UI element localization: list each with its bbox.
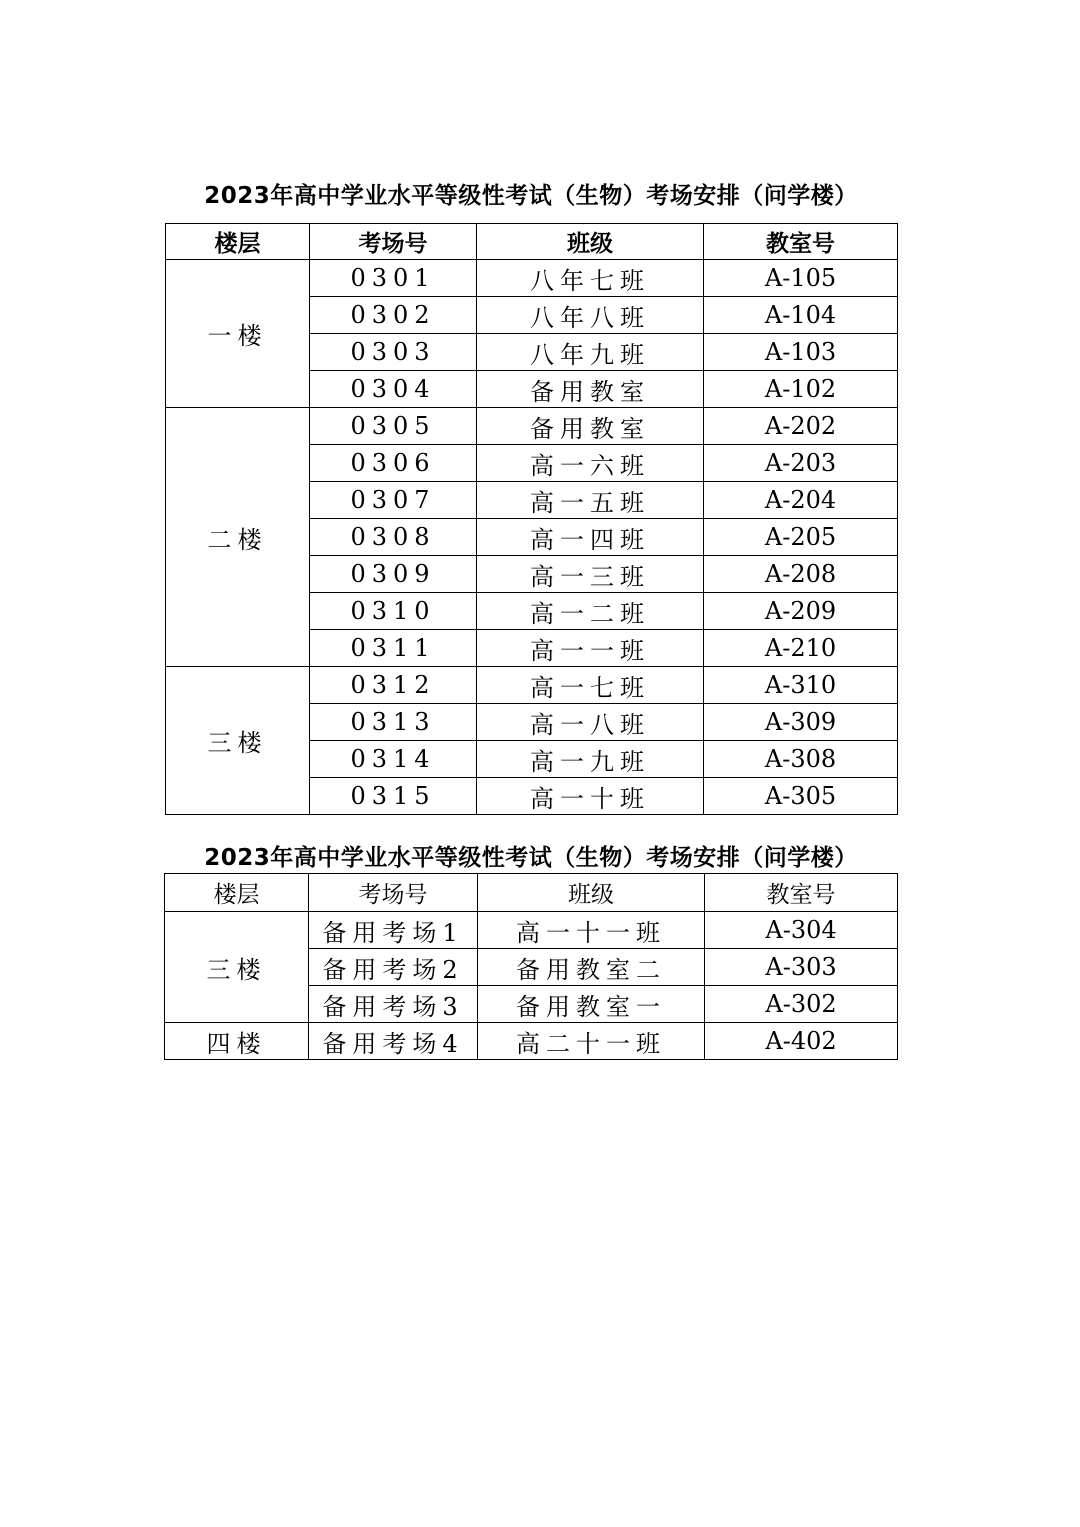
class-cell: 高一九班 (477, 741, 704, 778)
floor-cell: 四楼 (165, 1023, 309, 1060)
classroom-cell: A-302 (705, 986, 898, 1023)
exam-room-table-spare (164, 873, 898, 1060)
table-row (165, 912, 898, 949)
exam-room-table-main (165, 223, 898, 815)
room-number-cell: 0310 (310, 593, 477, 630)
class-cell: 高一七班 (477, 667, 704, 704)
classroom-cell: A-205 (704, 519, 898, 556)
class-cell: 高一十一班 (478, 912, 705, 949)
floor-cell: 二楼 (166, 408, 310, 667)
room-number-cell: 备用考场3 (309, 986, 478, 1023)
class-cell: 八年七班 (477, 260, 704, 297)
room-number-cell: 0304 (310, 371, 477, 408)
class-cell: 备用教室 (477, 408, 704, 445)
header-floor: 楼层 (165, 874, 309, 912)
classroom-cell: A-208 (704, 556, 898, 593)
classroom-cell: A-104 (704, 297, 898, 334)
room-number-cell: 0315 (310, 778, 477, 815)
room-number-cell: 0314 (310, 741, 477, 778)
classroom-cell: A-209 (704, 593, 898, 630)
table1-body (166, 260, 898, 815)
classroom-cell: A-103 (704, 334, 898, 371)
class-cell: 八年八班 (477, 297, 704, 334)
table-row (166, 260, 898, 297)
room-number-cell: 备用考场4 (309, 1023, 478, 1060)
header-room-number: 考场号 (310, 224, 477, 260)
room-number-cell: 0302 (310, 297, 477, 334)
room-number-cell: 0308 (310, 519, 477, 556)
header-room-number: 考场号 (309, 874, 478, 912)
room-number-cell: 0303 (310, 334, 477, 371)
class-cell: 高一十班 (477, 778, 704, 815)
room-number-cell: 0307 (310, 482, 477, 519)
classroom-cell: A-304 (705, 912, 898, 949)
header-class: 班级 (477, 224, 704, 260)
classroom-cell: A-402 (705, 1023, 898, 1060)
class-cell: 备用教室二 (478, 949, 705, 986)
classroom-cell: A-308 (704, 741, 898, 778)
header-classroom: 教室号 (704, 224, 898, 260)
room-number-cell: 备用考场1 (309, 912, 478, 949)
table2-body (165, 912, 898, 1060)
class-cell: 高一一班 (477, 630, 704, 667)
class-cell: 高一六班 (477, 445, 704, 482)
table-row (166, 408, 898, 445)
table1-title: 2023年高中学业水平等级性考试（生物）考场安排（问学楼） (204, 183, 858, 209)
classroom-cell: A-210 (704, 630, 898, 667)
classroom-cell: A-303 (705, 949, 898, 986)
class-cell: 高一二班 (477, 593, 704, 630)
room-number-cell: 备用考场2 (309, 949, 478, 986)
table-header-row (165, 874, 898, 912)
class-cell: 高一三班 (477, 556, 704, 593)
floor-cell: 一楼 (166, 260, 310, 408)
classroom-cell: A-102 (704, 371, 898, 408)
header-classroom: 教室号 (705, 874, 898, 912)
room-number-cell: 0301 (310, 260, 477, 297)
class-cell: 高一五班 (477, 482, 704, 519)
room-number-cell: 0311 (310, 630, 477, 667)
header-floor: 楼层 (166, 224, 310, 260)
floor-cell: 三楼 (165, 912, 309, 1023)
class-cell: 备用教室一 (478, 986, 705, 1023)
class-cell: 高二十一班 (478, 1023, 705, 1060)
floor-cell: 三楼 (166, 667, 310, 815)
classroom-cell: A-309 (704, 704, 898, 741)
classroom-cell: A-310 (704, 667, 898, 704)
room-number-cell: 0306 (310, 445, 477, 482)
classroom-cell: A-203 (704, 445, 898, 482)
class-cell: 高一四班 (477, 519, 704, 556)
room-number-cell: 0312 (310, 667, 477, 704)
classroom-cell: A-202 (704, 408, 898, 445)
class-cell: 八年九班 (477, 334, 704, 371)
room-number-cell: 0313 (310, 704, 477, 741)
classroom-cell: A-204 (704, 482, 898, 519)
classroom-cell: A-305 (704, 778, 898, 815)
header-class: 班级 (478, 874, 705, 912)
table-header-row (166, 224, 898, 260)
classroom-cell: A-105 (704, 260, 898, 297)
room-number-cell: 0309 (310, 556, 477, 593)
class-cell: 高一八班 (477, 704, 704, 741)
table2-title: 2023年高中学业水平等级性考试（生物）考场安排（问学楼） (204, 845, 858, 871)
table-row (165, 1023, 898, 1060)
room-number-cell: 0305 (310, 408, 477, 445)
table-row (166, 667, 898, 704)
class-cell: 备用教室 (477, 371, 704, 408)
